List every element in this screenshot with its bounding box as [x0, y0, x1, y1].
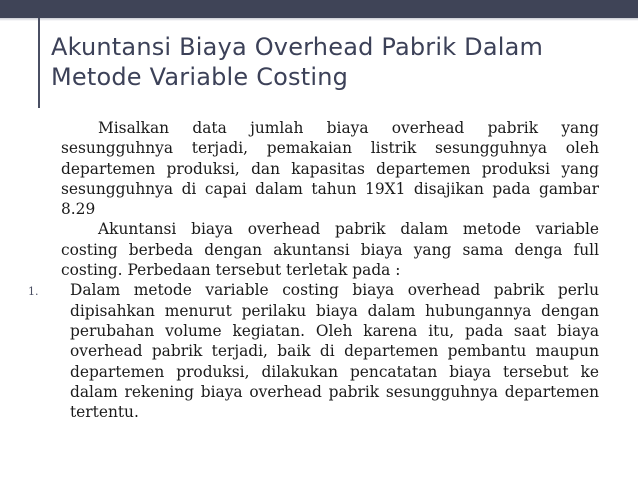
intro-paragraph: Misalkan data jumlah biaya overhead pabrik yang sesungguhnya terjadi, pemakaian listrik sesungguhnya oleh departemen produksi, dan kapasitas departemen produksi yang sesungguhnya di capai dalam tahun 19X1 disajikan pada gambar 8.29: [61, 119, 599, 219]
slide-title: Akuntansi Biaya Overhead Pabrik Dalam Metode Variable Costing: [51, 33, 544, 91]
difference-paragraph: Akuntansi biaya overhead pabrik dalam metode variable costing berbeda dengan akuntansi biaya yang sama denga full costing. Perbedaan tersebut terletak pada :: [61, 220, 599, 280]
numbered-list: [28, 280, 599, 422]
top-bar-shadow: [0, 18, 638, 21]
title-accent-rule: [38, 18, 40, 108]
list-item: [28, 280, 599, 422]
slide-body: [28, 118, 599, 422]
top-decorative-bar: [0, 0, 638, 18]
list-item-number: 1.: [28, 285, 39, 299]
list-item-text: Dalam metode variable costing biaya overhead pabrik perlu dipisahkan menurut perilaku biaya dalam hubungannya dengan perubahan volume kegiatan. Oleh karena itu, pada saat biaya overhead pabrik terjadi, baik di departemen pembantu maupun departemen produksi, dilakukan pencatatan biaya tersebut ke dalam rekening biaya overhead pabrik sesungguhnya departemen tertentu.: [70, 281, 599, 422]
